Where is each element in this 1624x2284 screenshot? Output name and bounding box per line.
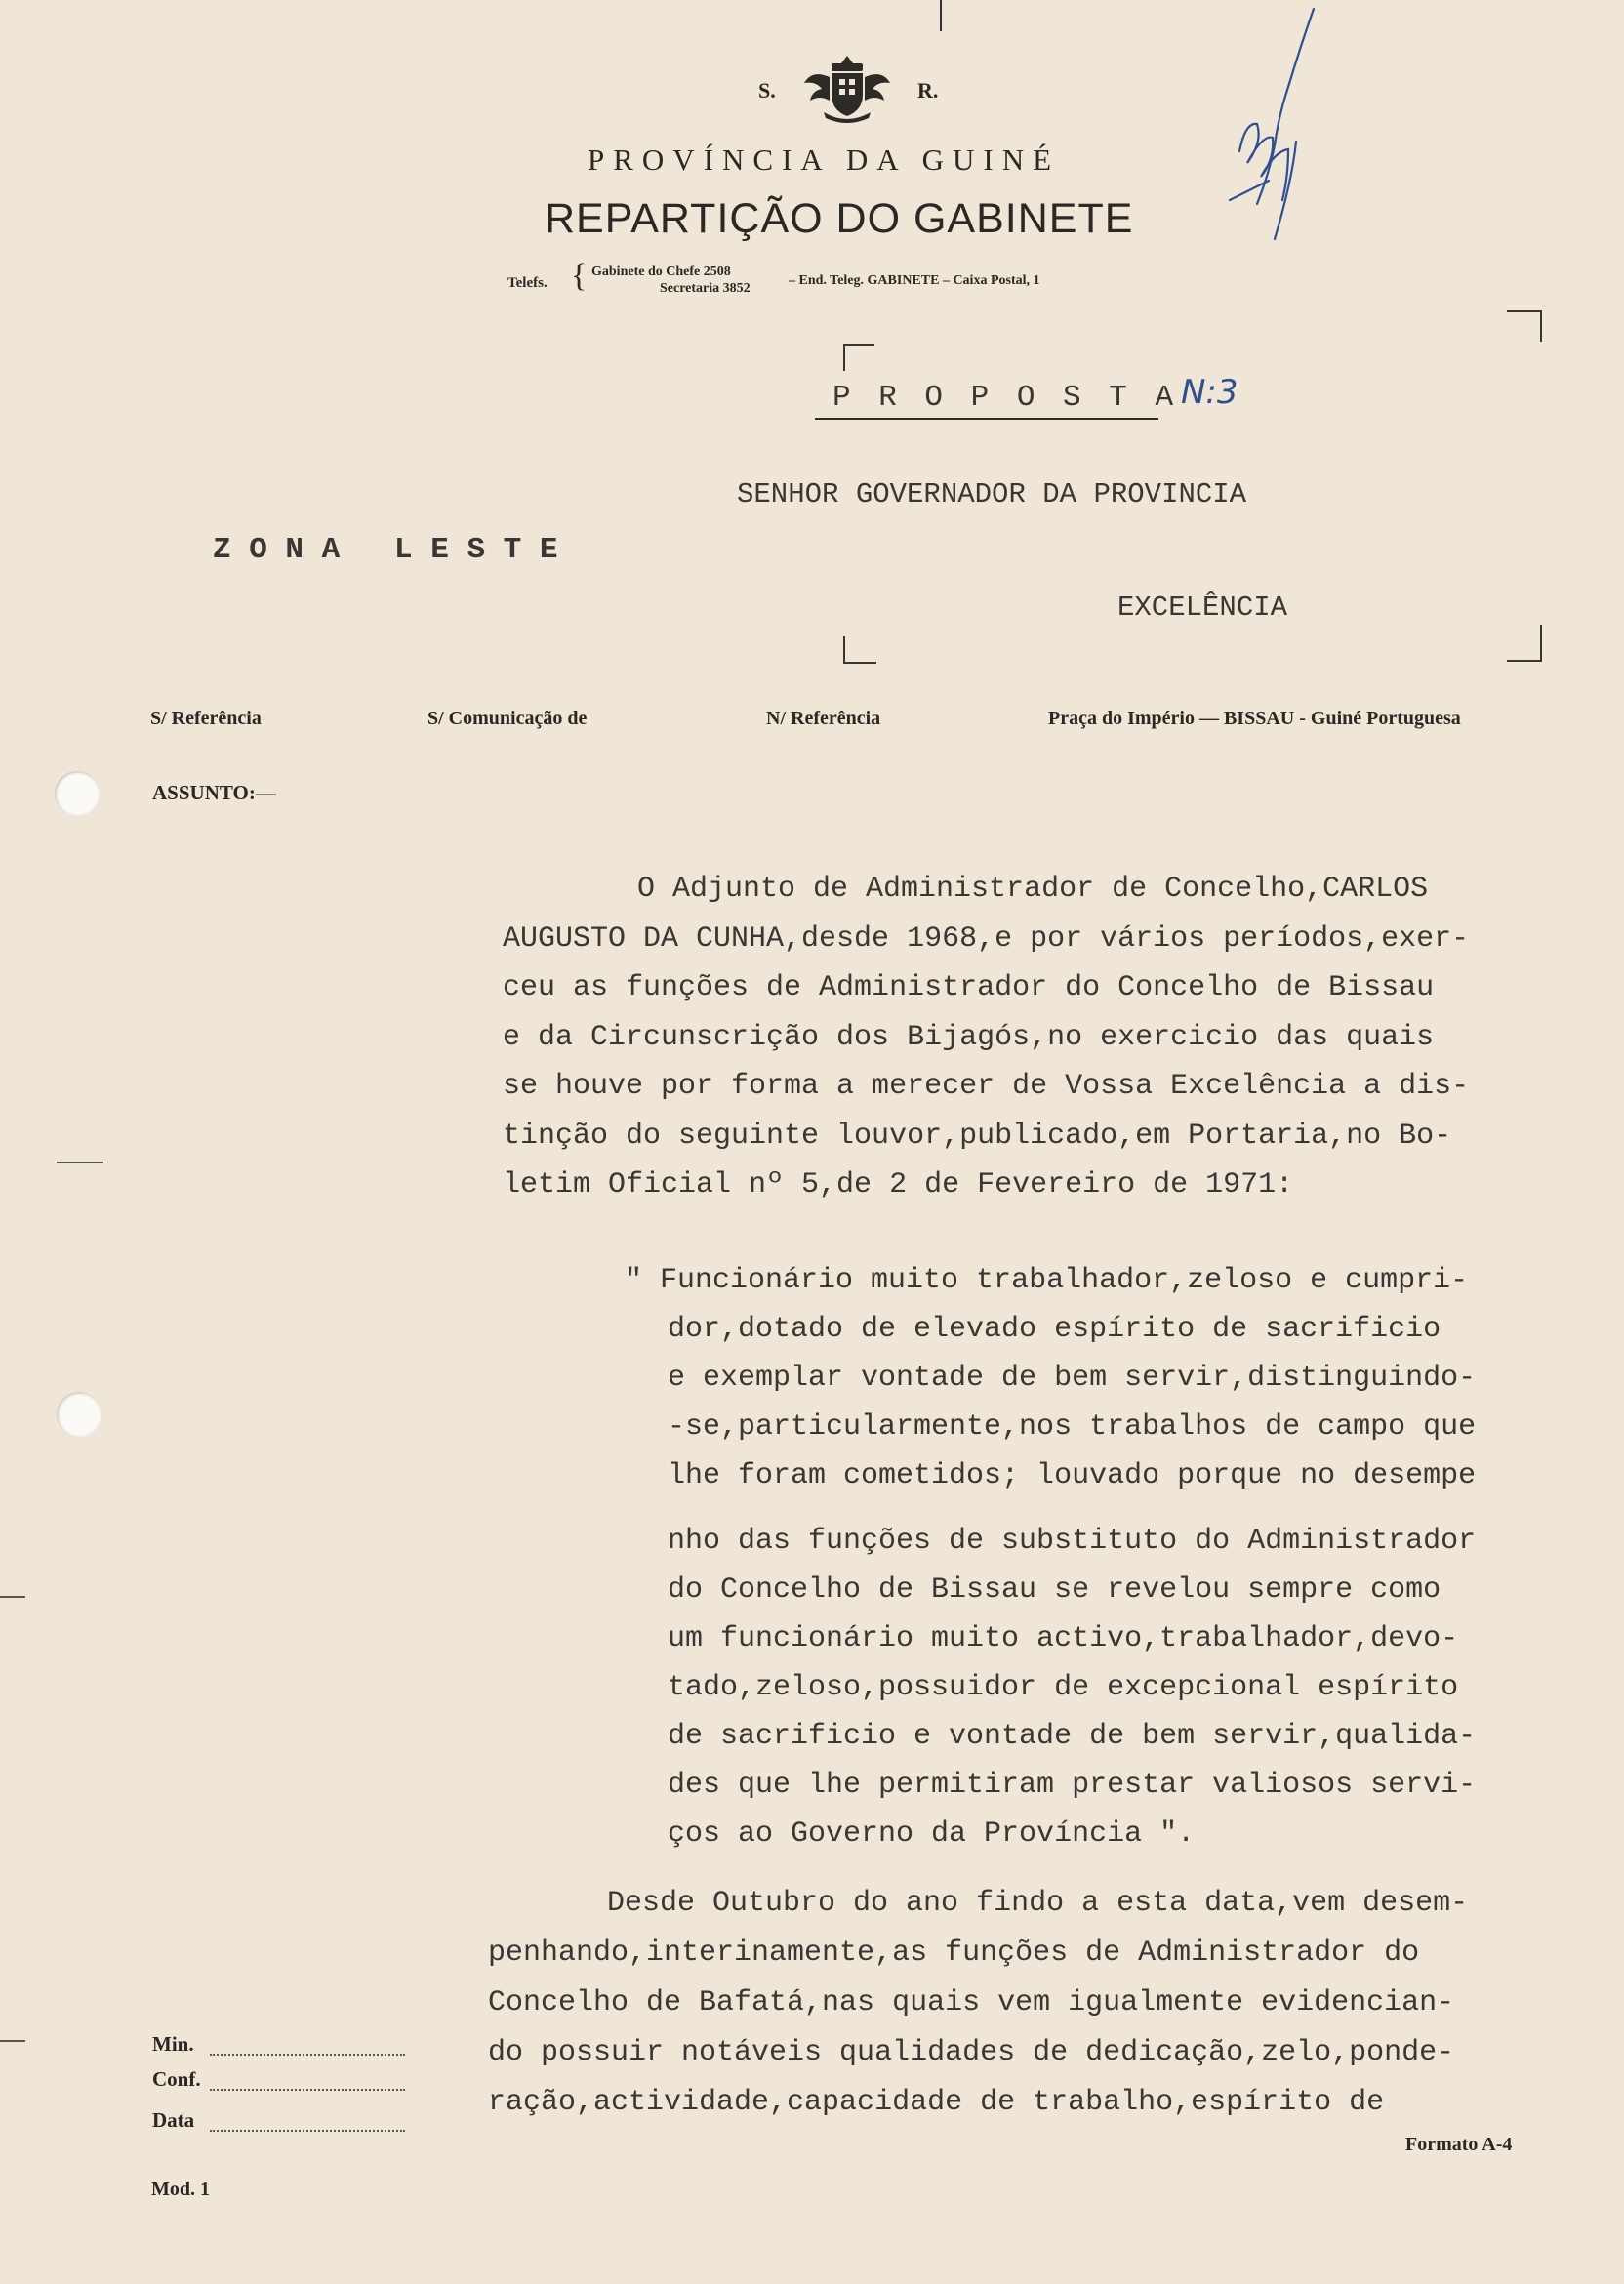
formato-label: Formato A-4 <box>1405 2134 1513 2155</box>
s-comunicacao-label: S/ Comunicação de <box>427 708 588 729</box>
corner-bracket-top-left <box>843 344 874 371</box>
body-line: AUGUSTO DA CUNHA,desde 1968,e por vários períodos,exer- <box>503 921 1470 956</box>
telegraph-address: – End. Teleg. GABINETE – Caixa Postal, 1 <box>789 273 1040 288</box>
body-line: tinção do seguinte louvor,publicado,em Portaria,no Bo- <box>503 1119 1452 1153</box>
punch-hole-upper <box>55 771 100 816</box>
body-line: se houve por forma a merecer de Vossa Excelência a dis- <box>503 1070 1470 1103</box>
proposta-number-handwritten: N:3 <box>1181 373 1238 412</box>
header-s-letter: S. <box>758 78 776 102</box>
province-title: PROVÍNCIA DA GUINÉ <box>588 143 1061 177</box>
place-address: Praça do Império — BISSAU - Guiné Portuguesa <box>1048 708 1461 729</box>
body-line: penhando,interinamente,as funções de Administrador do <box>488 1937 1420 1970</box>
phone-chefe: Gabinete do Chefe 2508 <box>591 265 731 279</box>
punch-hole-lower <box>57 1392 102 1437</box>
governor-salutation: SENHOR GOVERNADOR DA PROVINCIA <box>737 478 1247 510</box>
body-paragraph-1 <box>503 865 1469 1210</box>
department-title: REPARTIÇÃO DO GABINETE <box>545 195 1134 242</box>
data-label: Data <box>152 2108 195 2132</box>
quoted-praise-part-a <box>625 1256 1476 1500</box>
quote-line: e exemplar vontade de bem servir,distinguindo- <box>668 1362 1477 1395</box>
zone-label: Z O N A L E S T E <box>213 533 558 567</box>
body-line: O Adjunto de Administrador de Concelho,CARLOS <box>637 873 1429 906</box>
min-field-line <box>210 2054 405 2056</box>
corner-bracket-bottom-left <box>843 636 876 664</box>
handwritten-signature <box>1171 5 1327 278</box>
quote-line: des que lhe permitiram prestar valiosos servi- <box>668 1769 1477 1802</box>
data-field-line <box>210 2130 405 2132</box>
min-label: Min. <box>152 2032 194 2056</box>
conf-label: Conf. <box>152 2067 201 2091</box>
excelencia-salutation: EXCELÊNCIA <box>1117 591 1288 624</box>
quote-line: ços ao Governo da Província ". <box>668 1817 1196 1851</box>
quote-line: um funcionário muito activo,trabalhador,devo- <box>668 1622 1459 1655</box>
margin-tick-2 <box>0 1596 25 1598</box>
phone-secretaria: Secretaria 3852 <box>660 281 751 296</box>
body-line: ceu as funções de Administrador do Concelho de Bissau <box>503 971 1435 1004</box>
quote-line: -se,particularmente,nos trabalhos de campo que <box>668 1410 1477 1444</box>
body-paragraph-2 <box>488 1879 1468 2128</box>
proposta-underline <box>815 418 1158 420</box>
margin-tick-3 <box>0 2040 25 2042</box>
body-line: do possuir notáveis qualidades de dedicação,zelo,ponde- <box>488 2036 1455 2069</box>
quoted-praise-part-b <box>668 1517 1476 1858</box>
corner-bracket-bottom-right <box>1507 625 1542 662</box>
body-line: e da Circunscrição dos Bijagós,no exercicio das quais <box>503 1020 1435 1054</box>
quote-line: lhe foram cometidos; louvado porque no desempe <box>668 1459 1477 1492</box>
coat-of-arms-emblem <box>802 54 892 128</box>
conf-field-line <box>210 2089 405 2091</box>
margin-tick-1 <box>57 1162 103 1163</box>
proposta-title: P R O P O S T A <box>832 381 1179 415</box>
s-referencia-label: S/ Referência <box>150 708 262 729</box>
telefs-label: Telefs. <box>508 275 548 291</box>
quote-line: de sacrificio e vontade de bem servir,qualida- <box>668 1720 1477 1753</box>
mod-label: Mod. 1 <box>151 2179 210 2200</box>
corner-bracket-top-right <box>1507 310 1542 342</box>
quote-line: do Concelho de Bissau se revelou sempre como <box>668 1573 1441 1607</box>
assunto-label: ASSUNTO:— <box>152 781 276 804</box>
body-line: ração,actividade,capacidade de trabalho,espírito de <box>488 2086 1385 2119</box>
body-line: Concelho de Bafatá,nas quais vem igualmente evidencian- <box>488 1986 1455 2019</box>
n-referencia-label: N/ Referência <box>766 708 881 729</box>
quote-line: tado,zeloso,possuidor de excepcional espírito <box>668 1671 1459 1704</box>
phone-brace: { <box>571 258 588 294</box>
top-tick-mark <box>940 0 942 31</box>
quote-line: nho das funções de substituto do Administrador <box>668 1525 1477 1558</box>
header-r-letter: R. <box>917 78 939 102</box>
body-line: Desde Outubro do ano findo a esta data,vem desem- <box>607 1887 1469 1920</box>
quote-line: " Funcionário muito trabalhador,zeloso e cumpri- <box>625 1264 1469 1297</box>
body-line: letim Oficial nº 5,de 2 de Fevereiro de 1971: <box>503 1168 1294 1202</box>
quote-line: dor,dotado de elevado espírito de sacrificio <box>668 1313 1441 1346</box>
